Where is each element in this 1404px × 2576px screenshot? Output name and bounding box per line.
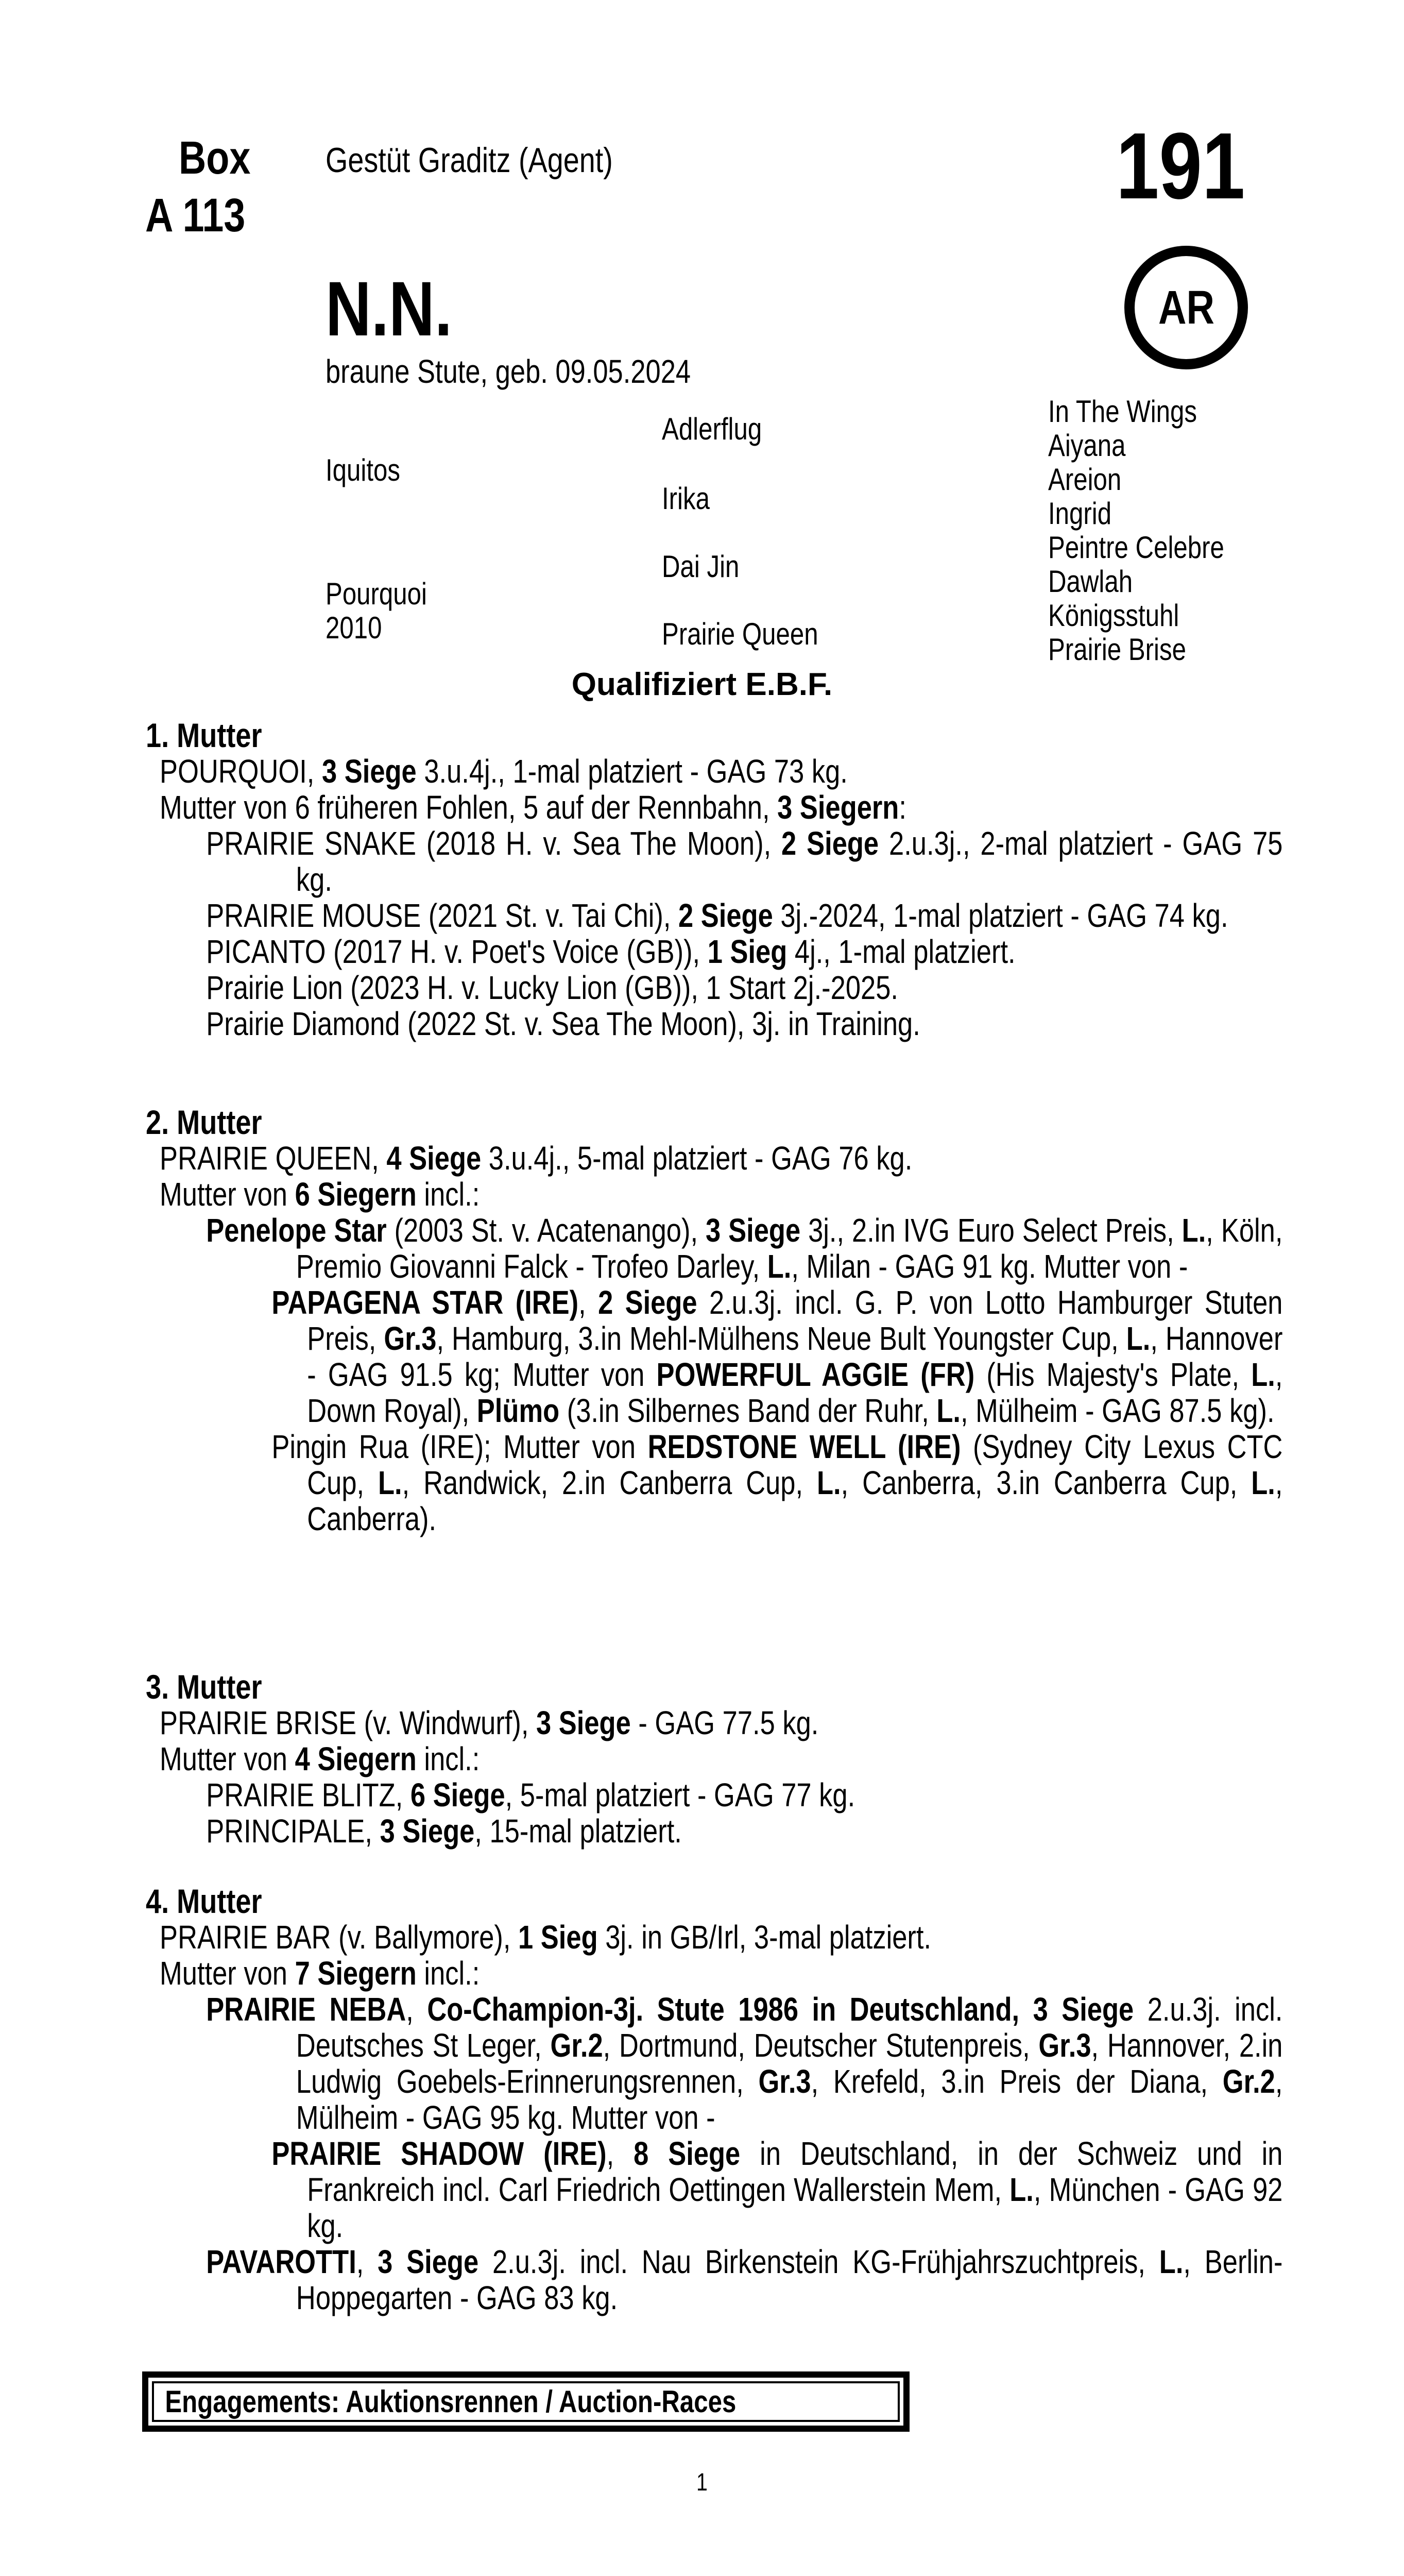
pedigree-paragraph: PRAIRIE BAR (v. Ballymore), 1 Sieg 3j. in GB/Irl, 3-mal platziert. <box>160 1919 932 1956</box>
pedigree-paragraph: Mutter von 7 Siegern incl.: <box>160 1955 480 1992</box>
pedigree-gen2-3: Prairie Queen <box>662 617 818 651</box>
mutter-heading-4: 4. Mutter <box>146 1882 262 1920</box>
pedigree-dam: Pourquoi 2010 <box>326 577 427 645</box>
mutter-heading-3: 3. Mutter <box>146 1668 262 1706</box>
mutter-heading-1: 1. Mutter <box>146 716 262 754</box>
pedigree-paragraph: PRAIRIE QUEEN, 4 Siege 3.u.4j., 5-mal platziert - GAG 76 kg. <box>160 1140 913 1177</box>
mutter-section-3 <box>146 1669 1282 1849</box>
pedigree-sire: Iquitos <box>326 453 400 487</box>
pedigree-gen3-3: Ingrid <box>1048 496 1112 531</box>
pedigree-paragraph: PRINCIPALE, 3 Siege, 15-mal platziert. <box>206 1812 682 1850</box>
pedigree-gen3-0: In The Wings <box>1048 394 1197 429</box>
engagements-box <box>142 2371 910 2432</box>
pedigree-paragraph: PRAIRIE MOUSE (2021 St. v. Tai Chi), 2 Siege 3j.-2024, 1-mal platziert - GAG 74 kg. <box>206 897 1228 934</box>
pedigree-gen2-2: Dai Jin <box>662 549 740 584</box>
pedigree-paragraph: Prairie Lion (2023 H. v. Lucky Lion (GB)), 1 Start 2j.-2025. <box>206 969 898 1006</box>
pedigree-paragraph: PAVAROTTI, 3 Siege 2.u.3j. incl. Nau Birkenstein KG-Frühjahrszuchtpreis, L., Berlin-Hoppegarten - GAG 83 kg. <box>206 2243 1283 2316</box>
pedigree-paragraph: Mutter von 6 Siegern incl.: <box>160 1176 480 1213</box>
pedigree-gen3-5: Dawlah <box>1048 564 1133 599</box>
pedigree-paragraph: Prairie Diamond (2022 St. v. Sea The Moon), 3j. in Training. <box>206 1005 920 1042</box>
pedigree-paragraph: PRAIRIE BRISE (v. Windwurf), 3 Siege - GAG 77.5 kg. <box>160 1704 819 1741</box>
box-number: A 113 <box>145 189 246 242</box>
page-number: 1 <box>696 2469 708 2496</box>
ar-badge <box>1124 246 1248 369</box>
consignor-name: Gestüt Graditz (Agent) <box>326 141 613 180</box>
horse-description: braune Stute, geb. 09.05.2024 <box>326 353 691 390</box>
pedigree-gen3-2: Areion <box>1048 462 1122 497</box>
mutter-section-4 <box>146 1883 1282 2316</box>
pedigree-gen3-4: Peintre Celebre <box>1048 530 1224 565</box>
pedigree-paragraph: PRAIRIE SHADOW (IRE), 8 Siege in Deutschland, in der Schweiz und in Frankreich incl. Carl Friedrich Oettingen Wallerstein Mem, L., München - GAG 92 kg. <box>271 2135 1283 2244</box>
ar-badge-text: AR <box>1158 281 1214 334</box>
pedigree-paragraph: Mutter von 6 früheren Fohlen, 5 auf der Rennbahn, 3 Siegern: <box>160 789 906 826</box>
pedigree-paragraph: PAPAGENA STAR (IRE), 2 Siege 2.u.3j. incl. G. P. von Lotto Hamburger Stuten Preis, Gr.3, Hamburg, 3.in Mehl-Mülhens Neue Bult Youngster Cup, L., Hannover - GAG 91.5 kg; Mutter von POWERFUL AGGIE (FR) (His Majesty's Plate, L., Down Royal), Plümo (3.in Silbernes Band der Ruhr, L., Mülheim - GAG 87.5 kg). <box>271 1284 1283 1429</box>
pedigree-paragraph: POURQUOI, 3 Siege 3.u.4j., 1-mal platziert - GAG 73 kg. <box>160 753 848 790</box>
pedigree-paragraph: PRAIRIE NEBA, Co-Champion-3j. Stute 1986 in Deutschland, 3 Siege 2.u.3j. incl. Deutsches St Leger, Gr.2, Dortmund, Deutscher Stutenpreis, Gr.3, Hannover, 2.in Ludwig Goebels-Erinnerungsrennen, Gr.3, Krefeld, 3.in Preis der Diana, Gr.2, Mülheim - GAG 95 kg. Mutter von - <box>206 1991 1283 2136</box>
pedigree-paragraph: Mutter von 4 Siegern incl.: <box>160 1740 480 1777</box>
pedigree-gen2-1: Irika <box>662 481 710 516</box>
pedigree-gen3-7: Prairie Brise <box>1048 632 1186 667</box>
pedigree-paragraph: PRAIRIE SNAKE (2018 H. v. Sea The Moon), 2 Siege 2.u.3j., 2-mal platziert - GAG 75 kg. <box>206 825 1283 898</box>
pedigree-paragraph: Penelope Star (2003 St. v. Acatenango), 3 Siege 3j., 2.in IVG Euro Select Preis, L., Köln, Premio Giovanni Falck - Trofeo Darley, L., Milan - GAG 91 kg. Mutter von - <box>206 1212 1283 1285</box>
pedigree-paragraph: PRAIRIE BLITZ, 6 Siege, 5-mal platziert - GAG 77 kg. <box>206 1776 855 1814</box>
mutter-heading-2: 2. Mutter <box>146 1103 262 1141</box>
box-label: Box <box>179 132 251 184</box>
pedigree-gen3-6: Königsstuhl <box>1048 598 1179 633</box>
ebf-qualification: Qualifiziert E.B.F. <box>571 667 833 702</box>
pedigree-gen2-0: Adlerflug <box>662 412 762 446</box>
mutter-section-1 <box>146 717 1282 1042</box>
pedigree-gen3-1: Aiyana <box>1048 428 1126 463</box>
engagements-inner-frame <box>152 2381 900 2422</box>
pedigree-paragraph: Pingin Rua (IRE); Mutter von REDSTONE WELL (IRE) (Sydney City Lexus CTC Cup, L., Randwick, 2.in Canberra Cup, L., Canberra, 3.in Canberra Cup, L., Canberra). <box>271 1428 1283 1537</box>
mutter-section-2 <box>146 1104 1282 1537</box>
horse-name: N.N. <box>326 265 452 352</box>
lot-number: 191 <box>1116 113 1245 218</box>
engagements-text: Engagements: Auktionsrennen / Auction-Races <box>165 2384 737 2419</box>
pedigree-paragraph: PICANTO (2017 H. v. Poet's Voice (GB)), 1 Sieg 4j., 1-mal platziert. <box>206 933 1016 970</box>
